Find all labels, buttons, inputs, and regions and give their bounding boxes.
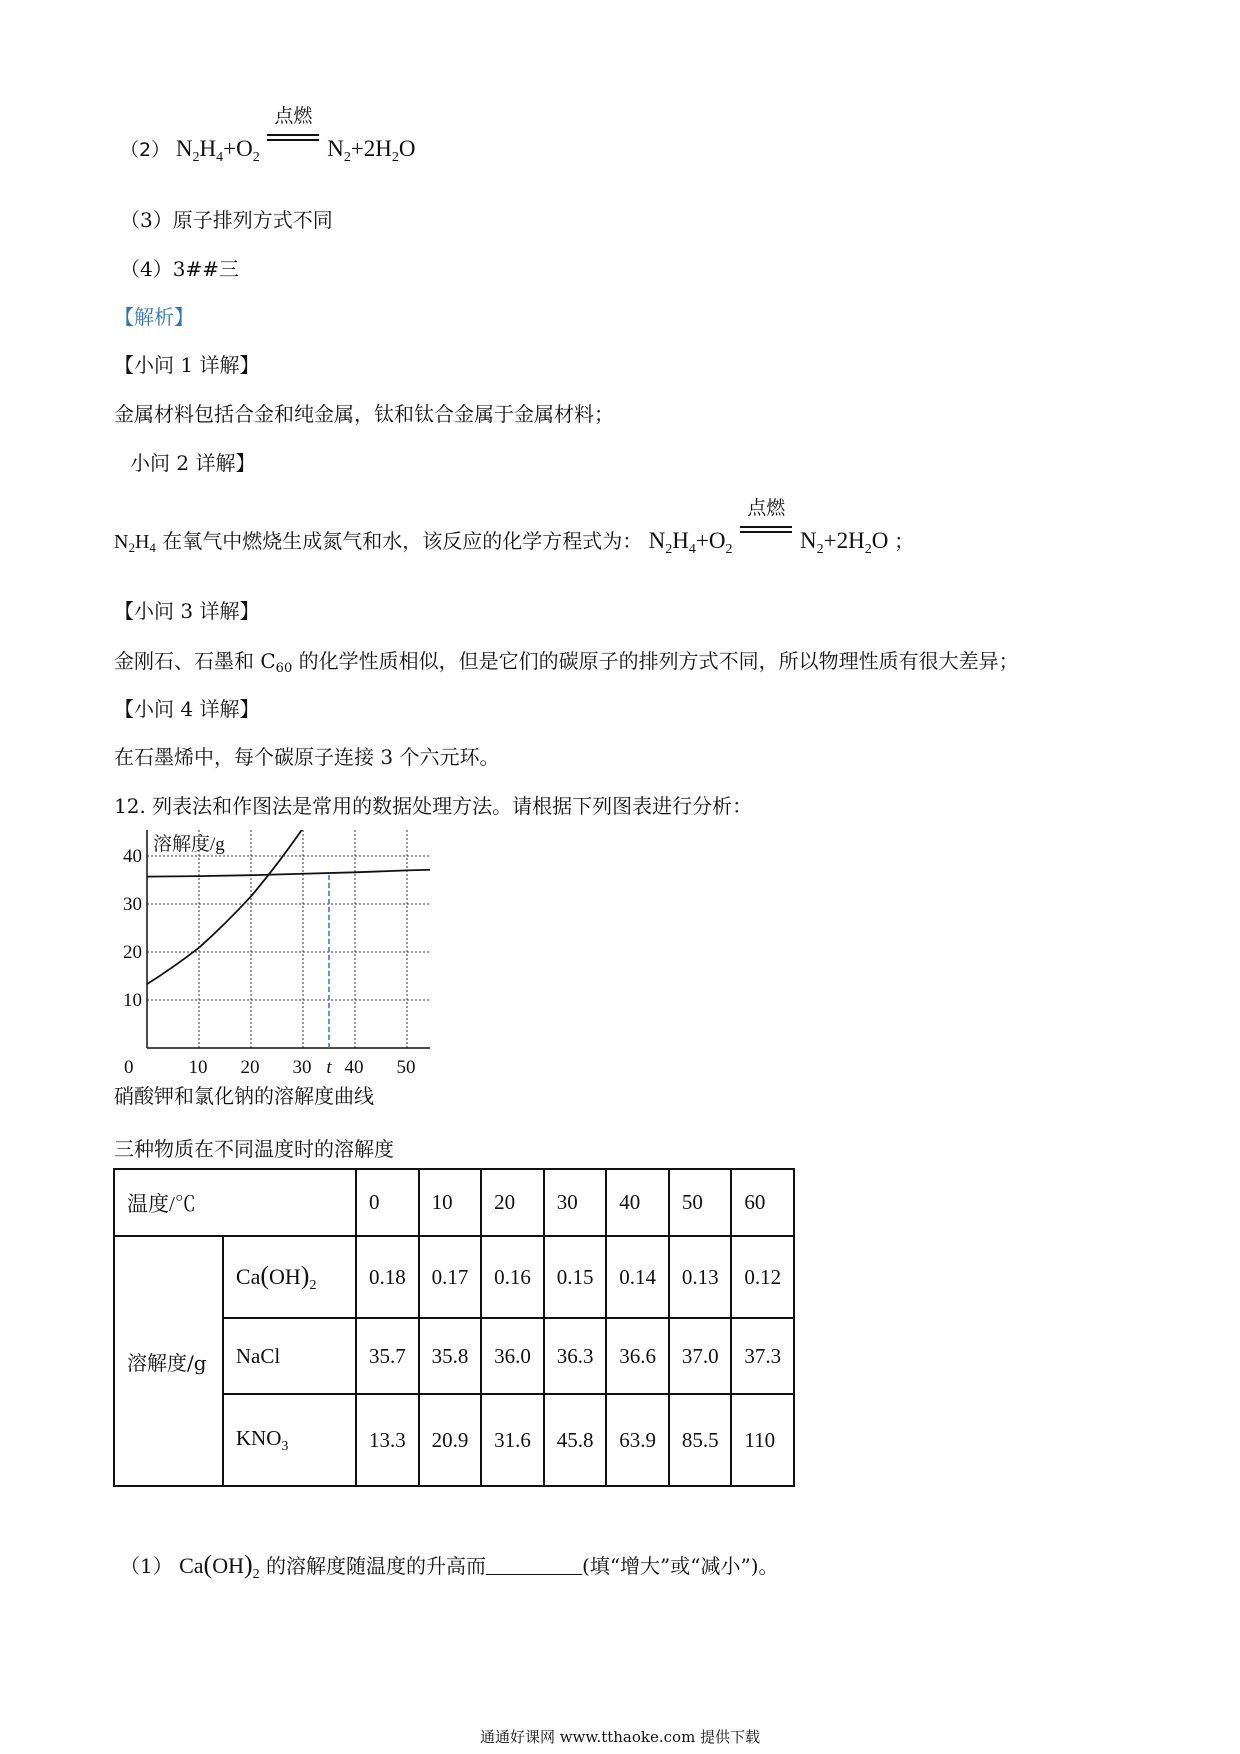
answer-4: （4）3##三 [120, 257, 239, 281]
q3-text: 金刚石、石墨和 $C_{60}$ 的化学性质相似，但是它们的碳原子的排列方式不同，所以物理性质有很大差异； [114, 649, 1019, 676]
question-12-stem: 12. 列表法和作图法是常用的数据处理方法。请根据下列图表进行分析： [114, 794, 753, 818]
substance-name: $KNO_3$ [223, 1394, 356, 1486]
value-cell: 13.3 [356, 1394, 419, 1486]
temp-cell: 10 [419, 1169, 482, 1236]
group-label: 溶解度/g [114, 1236, 223, 1486]
value-cell: 0.18 [356, 1236, 419, 1318]
temp-cell: 30 [544, 1169, 607, 1236]
temp-cell: 0 [356, 1169, 419, 1236]
y-tick-label: 30 [123, 894, 142, 915]
x-tick-label: 30 [292, 1057, 312, 1078]
q4-header: 【小问 4 详解】 [114, 697, 260, 721]
answer-blank[interactable] [486, 1554, 582, 1575]
reaction-condition: 点燃 [740, 520, 792, 544]
temp-cell: 40 [606, 1169, 669, 1236]
y-tick-label: 20 [123, 942, 142, 963]
value-cell: 0.14 [606, 1236, 669, 1318]
figure-caption: 硝酸钾和氯化钠的溶解度曲线 [114, 1084, 374, 1108]
analysis-header: 【解析】 [114, 305, 194, 329]
y-tick-label: 40 [123, 846, 142, 867]
x-tick-label: 0 [124, 1057, 134, 1078]
q1-header: 【小问 1 详解】 [114, 353, 260, 377]
x-tick-label: 50 [396, 1057, 416, 1078]
answer-2: （2） $N_2H_4+O_2$ 点燃 $N_2+2H_2O$ [120, 105, 416, 165]
y-axis-label: 溶解度/g [153, 834, 225, 855]
value-cell: 0.16 [481, 1236, 544, 1318]
value-cell: 37.3 [731, 1318, 794, 1394]
value-cell: 63.9 [606, 1394, 669, 1486]
value-cell: 0.12 [731, 1236, 794, 1318]
q3-header: 【小问 3 详解】 [114, 599, 260, 623]
value-cell: 0.17 [419, 1236, 482, 1318]
value-cell: 36.3 [544, 1318, 607, 1394]
x-tick-label: t [326, 1057, 332, 1078]
value-cell: 20.9 [419, 1394, 482, 1486]
answer-2-label: （2） [120, 139, 171, 161]
series-line-1 [147, 869, 430, 877]
value-cell: 35.7 [356, 1318, 419, 1394]
solubility-chart [100, 830, 430, 1100]
temp-cell: 50 [669, 1169, 732, 1236]
sub-question-1: （1） $Ca(OH)_2$ 的溶解度随温度的升高而 (填“增大”或“减小”)。 [120, 1550, 779, 1582]
temp-cell: 20 [481, 1169, 544, 1236]
value-cell: 35.8 [419, 1318, 482, 1394]
q2-text: $N_2H_4$ 在氧气中燃烧生成氮气和水，该反应的化学方程式为： $N_2H_4+O_2$ 点燃 $N_2+2H_2O$ ； [114, 497, 915, 557]
y-tick-label: 10 [123, 990, 142, 1011]
header-label: 温度/℃ [114, 1169, 356, 1236]
value-cell: 85.5 [669, 1394, 732, 1486]
substance-name: NaCl [223, 1318, 356, 1394]
table-row [114, 1236, 794, 1318]
answer-3: （3）原子排列方式不同 [120, 208, 333, 232]
table-caption: 三种物质在不同温度时的溶解度 [114, 1137, 394, 1161]
x-tick-label: 10 [188, 1057, 208, 1078]
table-header-row [114, 1169, 794, 1236]
substance-name: $Ca(OH)_2$ [223, 1236, 356, 1318]
reaction-condition: 点燃 [267, 128, 319, 152]
value-cell: 0.15 [544, 1236, 607, 1318]
value-cell: 37.0 [669, 1318, 732, 1394]
value-cell: 36.6 [606, 1318, 669, 1394]
value-cell: 31.6 [481, 1394, 544, 1486]
x-tick-label: 40 [344, 1057, 364, 1078]
q2-header: 小问 2 详解】 [130, 451, 256, 475]
x-tick-label: 20 [240, 1057, 260, 1078]
temp-cell: 60 [731, 1169, 794, 1236]
value-cell: 0.13 [669, 1236, 732, 1318]
q2-equation: $N_2H_4+O_2$ 点燃 $N_2+2H_2O$ [648, 497, 889, 557]
value-cell: 36.0 [481, 1318, 544, 1394]
solubility-table [113, 1168, 795, 1487]
value-cell: 45.8 [544, 1394, 607, 1486]
page-footer: 通通好课网 www.tthaoke.com 提供下载 [479, 1728, 761, 1746]
q4-text: 在石墨烯中，每个碳原子连接 3 个六元环。 [114, 745, 500, 769]
value-cell: 110 [731, 1394, 794, 1486]
q1-text: 金属材料包括合金和纯金属，钛和钛合金属于金属材料； [114, 402, 614, 426]
